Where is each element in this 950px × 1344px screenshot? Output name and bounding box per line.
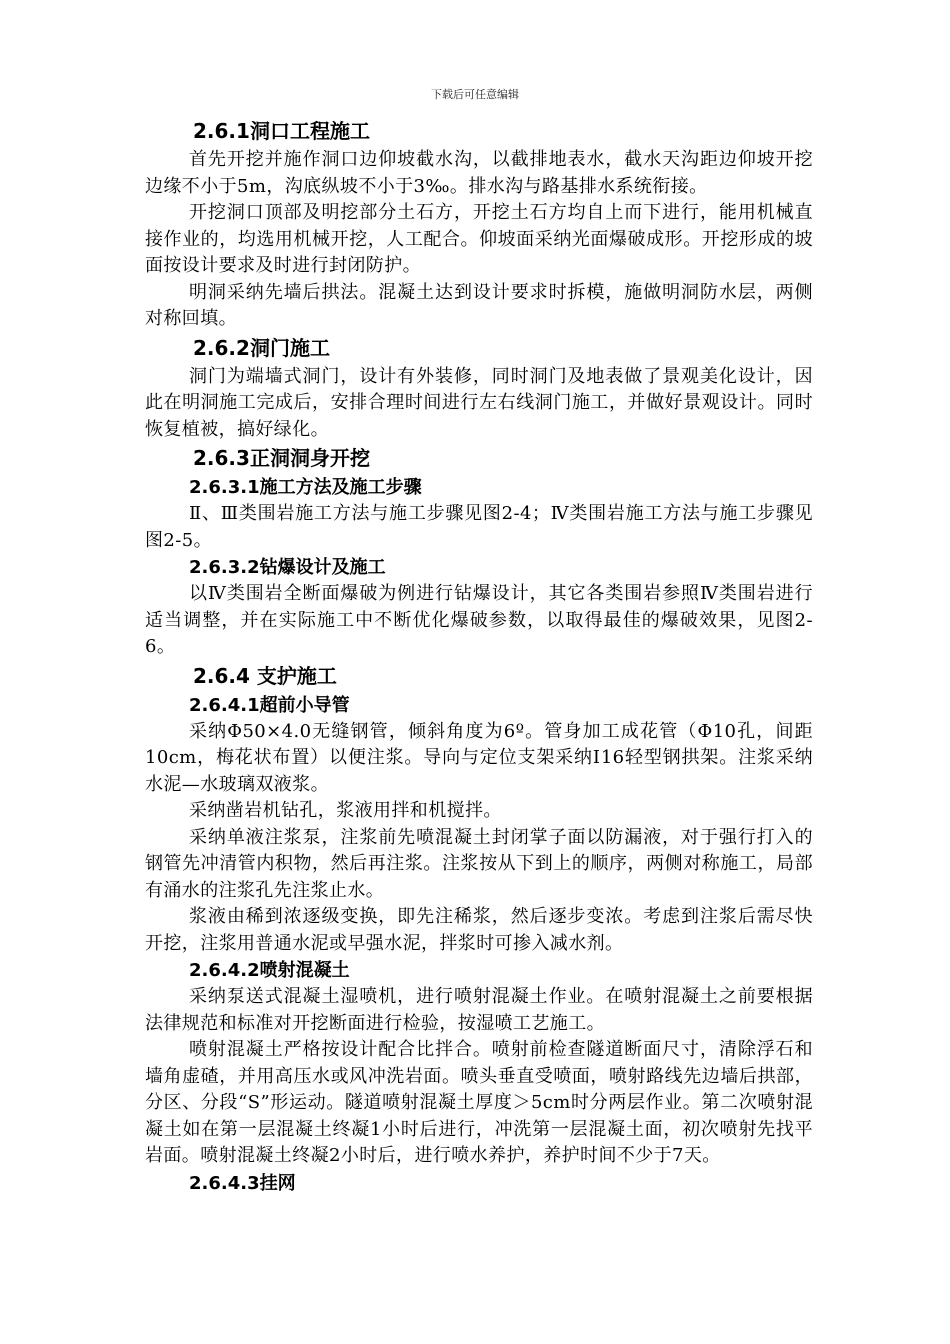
subsection-heading-2-6-4-1: 2.6.4.1超前小导管 <box>189 694 350 716</box>
paragraph: 采纳Φ50×4.0无缝钢管，倾斜角度为6º。管身加工成花管（Φ10孔，间距10cm，梅花状布置）以便注浆。导向与定位支架采纳Ⅰ16轻型钢拱架。注浆采纳水泥—水玻璃双液浆。 <box>145 720 813 795</box>
section-heading-2-6-1: 2.6.1洞口工程施工 <box>193 119 370 143</box>
paragraph: 以Ⅳ类围岩全断面爆破为例进行钻爆设计，其它各类围岩参照Ⅳ类围岩进行适当调整，并在实际施工中不断优化爆破参数，以取得最佳的爆破效果，见图2-6。 <box>145 583 813 657</box>
subsection-heading-2-6-3-2: 2.6.3.2钻爆设计及施工 <box>189 557 386 578</box>
subsection-heading-2-6-4-3: 2.6.4.3挂网 <box>189 1172 296 1194</box>
paragraph: 明洞采纳先墙后拱法。混凝土达到设计要求时拆模，施做明洞防水层，两侧对称回填。 <box>145 281 813 329</box>
document-body <box>145 116 813 1197</box>
paragraph: 开挖洞口顶部及明挖部分土石方，开挖土石方均自上而下进行，能用机械直接作业的，均选用机械开挖，人工配合。仰坡面采纳光面爆破成形。开挖形成的坡面按设计要求及时进行封闭防护。 <box>145 202 813 276</box>
section-heading-2-6-3: 2.6.3正洞洞身开挖 <box>193 446 370 470</box>
subsection-heading-2-6-3-1: 2.6.3.1施工方法及施工步骤 <box>189 477 422 498</box>
section-heading-2-6-2: 2.6.2洞门施工 <box>193 335 330 360</box>
paragraph: 采纳泵送式混凝土湿喷机，进行喷射混凝土作业。在喷射混凝土之前要根据法律规范和标准对开挖断面进行检验，按湿喷工艺施工。 <box>145 986 813 1034</box>
subsection-heading-2-6-4-2: 2.6.4.2喷射混凝土 <box>189 960 350 981</box>
paragraph: Ⅱ、Ⅲ类围岩施工方法与施工步骤见图2-4；Ⅳ类围岩施工方法与施工步骤见图2-5。 <box>145 503 813 551</box>
paragraph: 洞门为端墙式洞门，设计有外装修，同时洞门及地表做了景观美化设计，因此在明洞施工完成后，安排合理时间进行左右线洞门施工，并做好景观设计。同时恢复植被，搞好绿化。 <box>145 365 813 440</box>
paragraph: 浆液由稀到浓逐级变换，即先注稀浆，然后逐步变浓。考虑到注浆后需尽快开挖，注浆用普通水泥或早强水泥，拌浆时可掺入减水剂。 <box>145 906 813 954</box>
section-heading-2-6-4: 2.6.4 支护施工 <box>193 663 337 688</box>
paragraph: 首先开挖并施作洞口边仰坡截水沟，以截排地表水，截水天沟距边仰坡开挖边缘不小于5m，沟底纵坡不小于3‰。排水沟与路基排水系统衔接。 <box>145 149 813 197</box>
paragraph: 喷射混凝土严格按设计配合比拌合。喷射前检查隧道断面尺寸，清除浮石和墙角虚碴，并用高压水或风冲洗岩面。喷头垂直受喷面，喷射路线先边墙后拱部，分区、分段“S”形运动。隧道喷射混凝土厚度＞5cm时分两层作业。第二次喷射混凝土如在第一层混凝土终凝1小时后进行，冲洗第一层混凝土面，初次喷射先找平岩面。喷射混凝土终凝2小时后，进行喷水养护，养护时间不少于7天。 <box>145 1039 813 1166</box>
paragraph: 采纳凿岩机钻孔，浆液用拌和机搅拌。 <box>189 800 502 821</box>
paragraph: 采纳单液注浆泵，注浆前先喷混凝土封闭掌子面以防漏液，对于强行打入的钢管先冲清管内积物，然后再注浆。注浆按从下到上的顺序，两侧对称施工，局部有涌水的注浆孔先注浆止水。 <box>145 826 813 901</box>
header-note: 下载后可任意编辑 <box>431 88 519 101</box>
